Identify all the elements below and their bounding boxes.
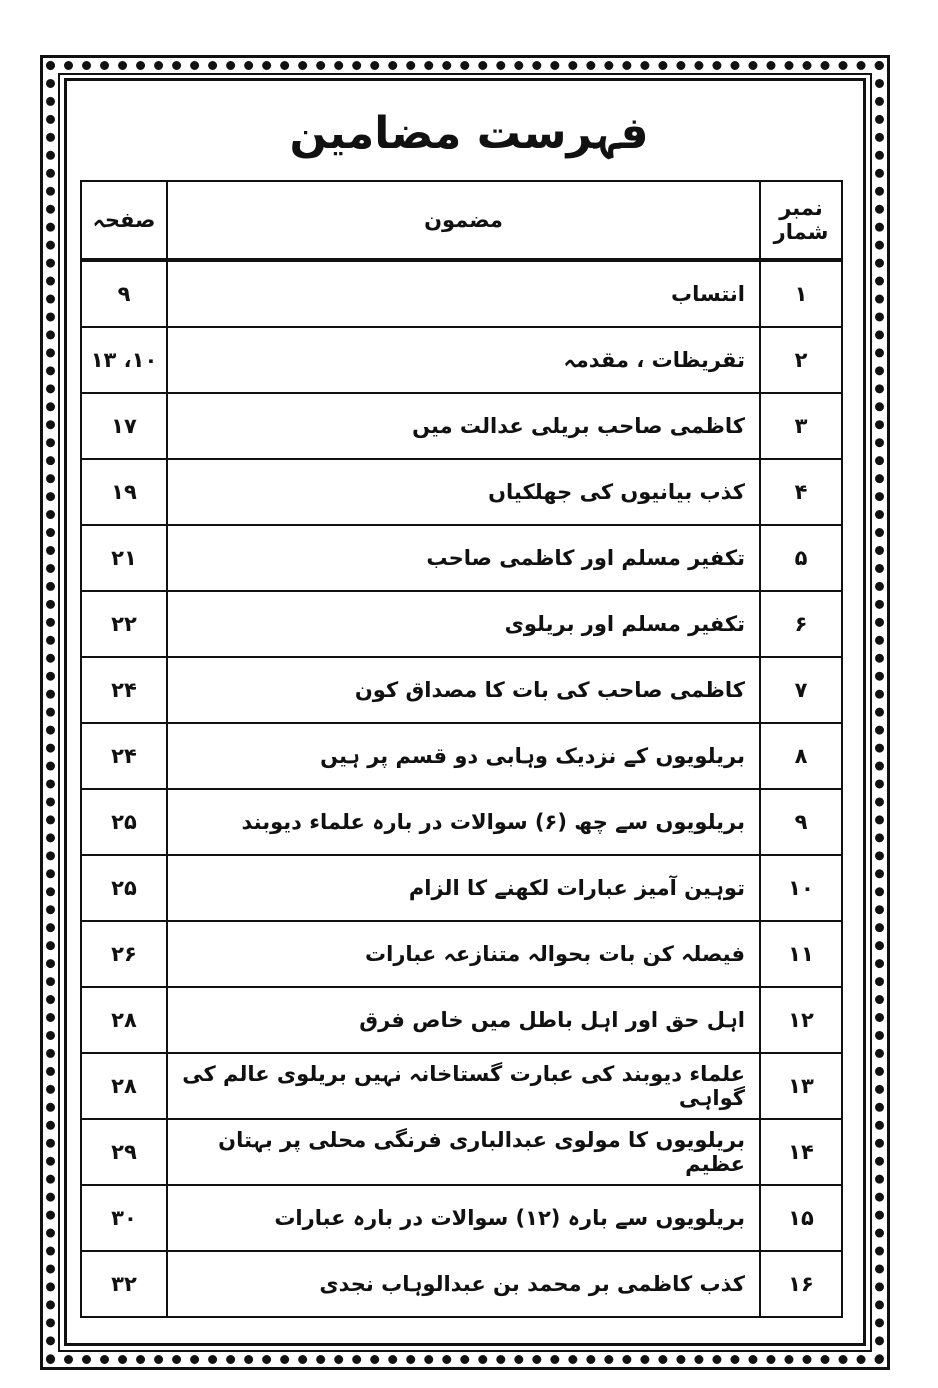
row-number: ۱۱ <box>760 921 842 987</box>
row-number: ۱ <box>760 260 842 327</box>
row-topic: کذب بیانیوں کی جھلکیاں <box>167 459 760 525</box>
table-row <box>81 921 842 987</box>
row-page: ۱۷ <box>81 393 167 459</box>
row-number: ۱۲ <box>760 987 842 1053</box>
header-topic: مضمون <box>167 181 760 260</box>
row-page: ۲۸ <box>81 987 167 1053</box>
row-topic: بریلویوں سے بارہ (۱۲) سوالات در بارہ عبارات <box>167 1185 760 1251</box>
table-row <box>81 327 842 393</box>
row-number: ۱۴ <box>760 1119 842 1185</box>
table-row <box>81 1251 842 1317</box>
row-page: ۳۲ <box>81 1251 167 1317</box>
row-topic: کذب کاظمی بر محمد بن عبدالوہاب نجدی <box>167 1251 760 1317</box>
table-header-row <box>81 181 842 260</box>
row-topic: اہل حق اور اہل باطل میں خاص فرق <box>167 987 760 1053</box>
table-row <box>81 591 842 657</box>
row-page: ۲۵ <box>81 789 167 855</box>
row-number: ۷ <box>760 657 842 723</box>
row-topic: توہین آمیز عبارات لکھنے کا الزام <box>167 855 760 921</box>
row-page: ۱۹ <box>81 459 167 525</box>
table-row <box>81 1185 842 1251</box>
row-number: ۶ <box>760 591 842 657</box>
row-page: ۲۸ <box>81 1053 167 1119</box>
row-page: ۲۱ <box>81 525 167 591</box>
page-title: فہرست مضامین <box>289 108 649 159</box>
table-row <box>81 723 842 789</box>
table-row <box>81 459 842 525</box>
table-row <box>81 393 842 459</box>
table-row <box>81 987 842 1053</box>
row-page: ۲۴ <box>81 723 167 789</box>
row-number: ۱۰ <box>760 855 842 921</box>
row-topic: بریلویوں کا مولوی عبدالباری فرنگی محلی پر بہتان عظیم <box>167 1119 760 1185</box>
row-topic: فیصلہ کن بات بحوالہ متنازعہ عبارات <box>167 921 760 987</box>
row-topic: بریلویوں سے چھ (۶) سوالات در بارہ علماء دیوبند <box>167 789 760 855</box>
row-number: ۲ <box>760 327 842 393</box>
row-page: ۲۶ <box>81 921 167 987</box>
row-number: ۸ <box>760 723 842 789</box>
row-number: ۱۳ <box>760 1053 842 1119</box>
row-topic: تقریظات ، مقدمہ <box>167 327 760 393</box>
row-page: ۱۰، ۱۳ <box>81 327 167 393</box>
header-number: نمبر شمار <box>760 181 842 260</box>
row-number: ۱۶ <box>760 1251 842 1317</box>
row-topic: بریلویوں کے نزدیک وہابی دو قسم پر ہیں <box>167 723 760 789</box>
row-number: ۴ <box>760 459 842 525</box>
table-row <box>81 855 842 921</box>
row-page: ۲۲ <box>81 591 167 657</box>
table-row <box>81 789 842 855</box>
row-topic: تکفیر مسلم اور بریلوی <box>167 591 760 657</box>
row-number: ۵ <box>760 525 842 591</box>
row-page: ۲۹ <box>81 1119 167 1185</box>
row-page: ۲۵ <box>81 855 167 921</box>
table-row <box>81 1053 842 1119</box>
contents-table <box>80 180 843 1318</box>
table-row <box>81 525 842 591</box>
row-page: ۲۴ <box>81 657 167 723</box>
row-number: ۹ <box>760 789 842 855</box>
header-page: صفحہ <box>81 181 167 260</box>
row-topic: کاظمی صاحب بریلی عدالت میں <box>167 393 760 459</box>
table-row <box>81 657 842 723</box>
row-topic: تکفیر مسلم اور کاظمی صاحب <box>167 525 760 591</box>
table-row <box>81 1119 842 1185</box>
row-page: ۹ <box>81 260 167 327</box>
row-topic: انتساب <box>167 260 760 327</box>
row-page: ۳۰ <box>81 1185 167 1251</box>
row-number: ۱۵ <box>760 1185 842 1251</box>
table-row <box>81 260 842 327</box>
row-topic: علماء دیوبند کی عبارت گستاخانہ نہیں بریلوی عالم کی گواہی <box>167 1053 760 1119</box>
row-number: ۳ <box>760 393 842 459</box>
row-topic: کاظمی صاحب کی بات کا مصداق کون <box>167 657 760 723</box>
